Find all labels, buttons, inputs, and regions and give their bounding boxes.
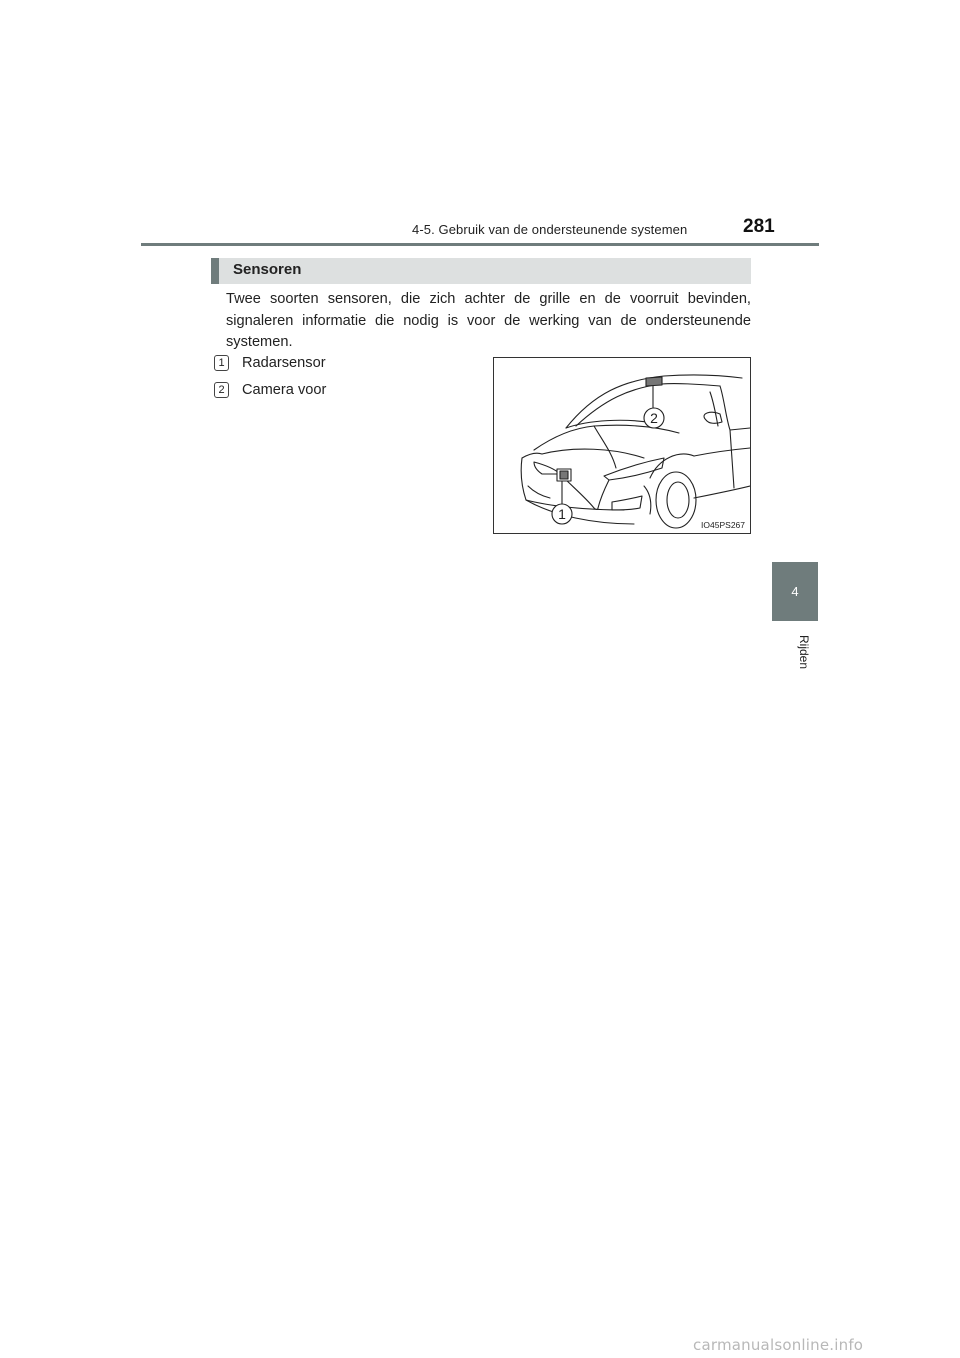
callout-1: 1 xyxy=(558,506,566,522)
chapter-tab xyxy=(772,562,818,621)
legend-item-camera xyxy=(214,380,326,400)
car-drawing xyxy=(494,358,750,533)
legend-label: Camera voor xyxy=(242,382,327,398)
chapter-number: 4 xyxy=(791,584,799,599)
running-header: 4-5. Gebruik van de ondersteunende systemen xyxy=(412,222,688,237)
car-sensor-illustration xyxy=(493,357,751,534)
legend-item-radar xyxy=(214,353,326,373)
section-title: Sensoren xyxy=(233,261,302,278)
figure-code: IO45PS267 xyxy=(701,520,745,530)
chapter-label: Rijden xyxy=(797,634,811,670)
callout-2: 2 xyxy=(650,410,658,426)
legend-number-badge: 1 xyxy=(214,355,229,371)
header-rule xyxy=(141,243,819,246)
watermark-text: carmanualsonline.info xyxy=(693,1336,864,1354)
page-number: 281 xyxy=(743,216,775,237)
legend-number-badge: 2 xyxy=(214,382,229,398)
intro-paragraph: Twee soorten sensoren, die zich achter de grille en de voorruit bevinden, signaleren informatie die nodig is voor de werking van de ondersteunende systemen. xyxy=(226,291,751,350)
legend-label: Radarsensor xyxy=(242,355,326,371)
section-heading xyxy=(211,258,751,284)
